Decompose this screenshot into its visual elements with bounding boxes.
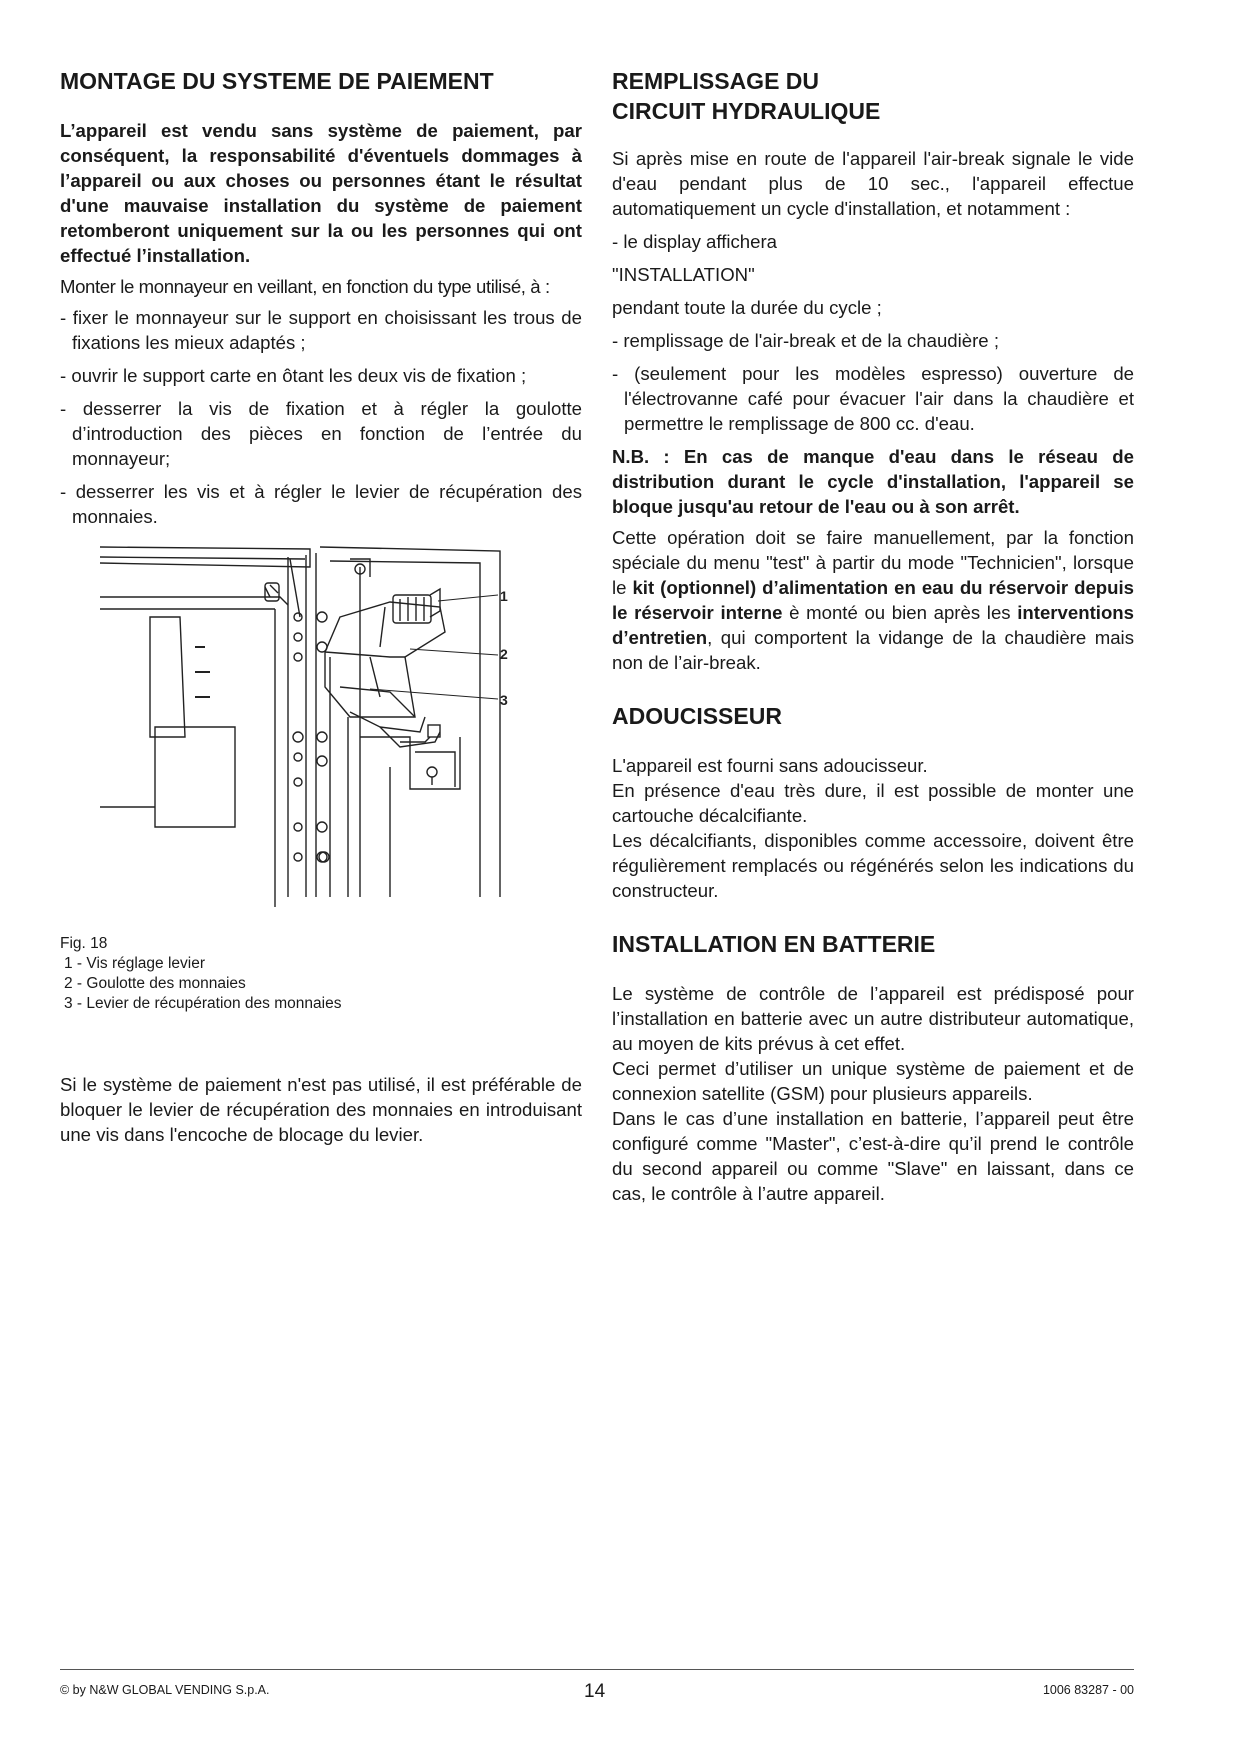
right-column: [612, 66, 1134, 1206]
footer-copyright: © by N&W GLOBAL VENDING S.p.A.: [60, 1683, 270, 1697]
text-run-bold: kit (optionnel) d’alimentation en eau du réservoir depuis le réservoir interne: [612, 577, 1135, 623]
section-title-hydraulic-line2: CIRCUIT HYDRAULIQUE: [612, 98, 881, 124]
list-item: - fixer le monnayeur sur le support en choisissant les trous de fixations les mieux adaptés ;: [60, 307, 582, 353]
list-item: - desserrer la vis de fixation et à régler la goulotte d’introduction des pièces en fonction de l’entrée du monnayeur;: [60, 398, 582, 469]
figure-caption-item: 2 - Goulotte des monnaies: [64, 975, 246, 992]
payment-steps: [60, 305, 582, 529]
figure-caption: [60, 934, 582, 1014]
section-title-hydraulic-line1: REMPLISSAGE DU: [612, 68, 820, 94]
list-item: - (seulement pour les modèles espresso) ouverture de l'électrovanne café pour évacuer l'air dans la chaudière et permettre le remplissage de 800 cc. d'eau.: [612, 363, 1134, 434]
battery-p3: Dans le cas d’une installation en batterie, l’appareil peut être configuré comme "Master", c’est-à-dire qu’il prend le contrôle du second appareil ou comme "Slave" en laissant, dans ce cas, le contrôle à l’autre appareil.: [612, 1108, 1134, 1204]
hydraulic-intro: Si après mise en route de l'appareil l'air-break signale le vide d'eau pendant plus de 10 sec., l'appareil effectue automatiquement un cycle d'installation, et notamment :: [612, 148, 1134, 219]
figure-callout-2: 2: [500, 646, 508, 662]
text-run: Cette opération doit se faire manuellement, par la fonction spéciale du menu "test" à partir du mode "Technicien", lorsque le: [612, 527, 1134, 598]
list-item: - desserrer les vis et à régler le levier de récupération des monnaies.: [60, 481, 582, 527]
list-item: - ouvrir le support carte en ôtant les deux vis de fixation ;: [60, 365, 527, 386]
hydraulic-duration: pendant toute la durée du cycle ;: [612, 297, 882, 318]
figure-caption-title: Fig. 18: [60, 935, 108, 952]
coin-mechanism-figure: [60, 537, 582, 922]
hydraulic-display-text: "INSTALLATION": [612, 264, 755, 285]
text-run: è monté ou bien après les: [782, 602, 1018, 623]
hydraulic-manual-op: [612, 525, 1134, 675]
section-title-battery: INSTALLATION EN BATTERIE: [612, 931, 936, 957]
figure-caption-item: 3 - Levier de récupération des monnaies: [64, 995, 342, 1012]
payment-note: Si le système de paiement n'est pas utilisé, il est préférable de bloquer le levier de récupération des monnaies en introduisant une vis dans l'encoche de blocage du levier.: [60, 1074, 582, 1145]
footer-divider: [60, 1669, 1134, 1670]
section-title-hydraulic: [612, 66, 1134, 126]
left-column: [60, 66, 582, 1147]
document-code: 1006 83287 - 00: [1042, 1683, 1134, 1697]
softener-p3: Les décalcifiants, disponibles comme accessoire, doivent être régulièrement remplacés ou régénérés selon les indications du constructeur.: [612, 830, 1134, 901]
figure-caption-item: 1 - Vis réglage levier: [64, 955, 206, 972]
payment-lead: Monter le monnayeur en veillant, en fonction du type utilisé, à :: [60, 276, 550, 297]
text-run-bold: interventions d’entretien: [612, 602, 1134, 648]
battery-p2: Ceci permet d’utiliser un unique système de paiement et de connexion satellite (GSM) pour plusieurs appareils.: [612, 1058, 1134, 1104]
section-title-payment: MONTAGE DU SYSTEME DE PAIEMENT: [60, 68, 494, 94]
figure-callout-3: 3: [500, 692, 508, 708]
softener-p2: En présence d'eau très dure, il est possible de monter une cartouche décalcifiante.: [612, 780, 1134, 826]
payment-warning: L’appareil est vendu sans système de paiement, par conséquent, la responsabilité d'éventuels dommages à l’appareil ou aux choses ou personnes étant le résultat d'une mauvaise installation du système de paiement retomberont uniquement sur la ou les personnes qui ont effectué l’installation.: [60, 120, 582, 266]
battery-p1: Le système de contrôle de l’appareil est prédisposé pour l’installation en batterie avec un autre distributeur automatique, au moyen de kits prévus à cet effet.: [612, 983, 1134, 1054]
section-title-softener: ADOUCISSEUR: [612, 703, 782, 729]
hydraulic-nb: N.B. : En cas de manque d'eau dans le réseau de distribution durant le cycle d'installation, l'appareil se bloque jusqu'au retour de l'eau ou à son arrêt.: [612, 446, 1134, 517]
hydraulic-espresso-list: [612, 361, 1134, 436]
coin-mechanism-drawing: [60, 537, 582, 922]
text-run: , qui comportent la vidange de la chaudière mais non de l’air-break.: [612, 627, 1134, 673]
figure-callout-1: 1: [500, 588, 508, 604]
hydraulic-display-line: - le display affichera: [612, 231, 778, 252]
softener-p1: L'appareil est fourni sans adoucisseur.: [612, 755, 928, 776]
hydraulic-fill-step: - remplissage de l'air-break et de la chaudière ;: [612, 330, 999, 351]
page-number: 14: [584, 1681, 606, 1702]
